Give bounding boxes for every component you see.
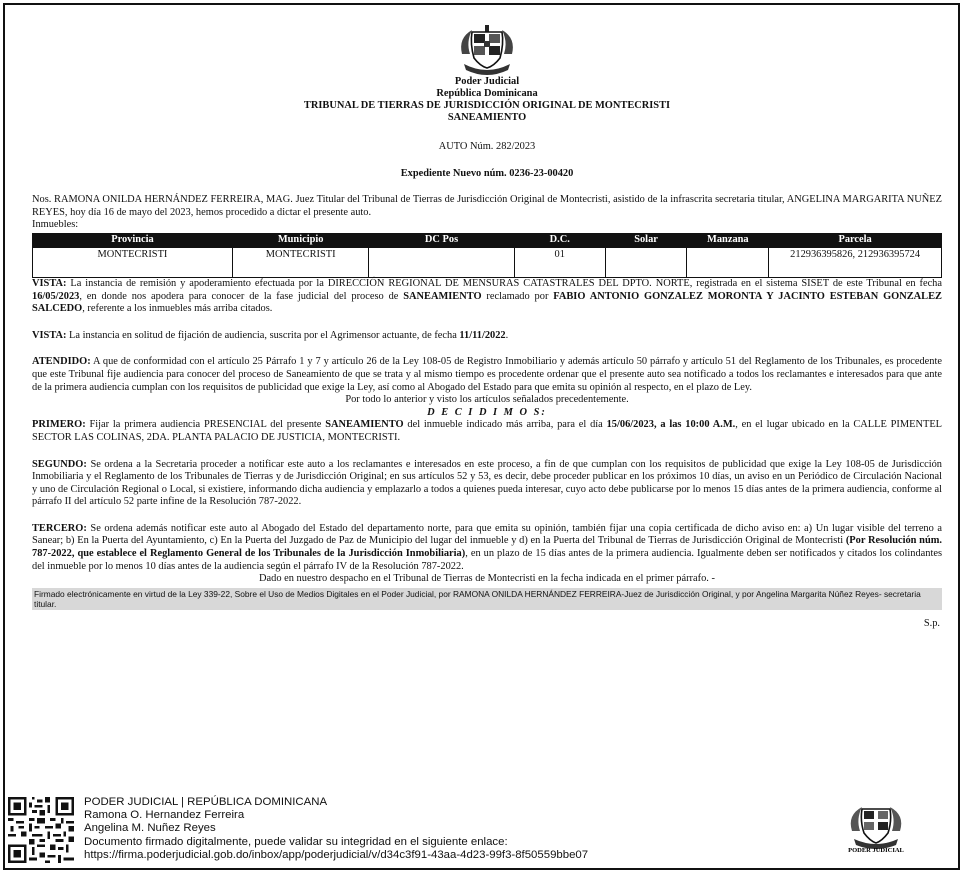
col-manzana: Manzana xyxy=(687,233,769,247)
expediente-label: Expediente Nuevo núm. xyxy=(400,167,507,179)
col-dc-pos: DC Pos xyxy=(369,233,514,247)
vista-label-2: VISTA: xyxy=(32,329,67,341)
cell-municipio: MONTECRISTI xyxy=(232,247,368,277)
footer-validation-note: Documento firmado digitalmente, puede validar su integridad en el siguiente enlace: xyxy=(84,835,508,848)
cell-parcela: 212936395826, 212936395724 xyxy=(769,247,942,277)
expediente xyxy=(32,168,942,181)
intro-text-3: , hoy día 16 de mayo del 2023, hemos procedido a dictar el presente auto. xyxy=(64,206,372,218)
tercero-text-1: Se ordena además notificar este auto al Abogado del Estado del departamento norte, para que emita su opinión, también fijar una copia certificada de dicho aviso en: a) Un lugar visible del terreno a Sanear; b) En la Puerta del Ayuntamiento, c) En la Puerta del Juzgado de Paz de Municipio del lugar del inmueble y d) en la Puerta del Tribunal de Tierras de Jurisdicción Original de Montecristi xyxy=(32,522,942,547)
secretary-name: ANGELINA MARGARITA NUÑEZ REYES xyxy=(32,194,942,218)
tercero-text-2: , en un plazo de 15 días antes de la primera audiencia. Igualmente deben ser notificados y citados los colindantes del inmueble por lo menos 10 días antes de la audiencia según el párrafo IV de la Resolución 787-2022. xyxy=(32,548,942,572)
vista1-text-3: , en donde nos apodera para conocer de la fase judicial del proceso de xyxy=(79,290,404,302)
footer-institution: PODER JUDICIAL | REPÚBLICA DOMINICANA xyxy=(84,796,328,808)
dado-line: Dado en nuestro despacho en el Tribunal de Tierras de Montecristi en la fecha indicada en el primer párrafo. - xyxy=(259,573,715,585)
segundo-text: Se ordena a la Secretaria proceder a notificar este auto a los reclamantes e interesados en este proceso, a fin de que cumplan con los requisitos de publicidad que exige la Ley 108-05 de Jurisdicción Inmobiliaria y el Reglamento de los Tribunales de Tierras y de Jurisdicción Original; en sus artículos 52 y 53, es decir, debe proceder publicar en los próximos 10 días, un aviso en un Periódico de Circulación Nacional y uno de Circulación Regional o Local, si existiere, informando dicha audiencia y emplazarlo a todos a quienes pueda interesar, cuyo acto debe publicarse por lo menos 15 días antes de la primera audiencia, conforme al párrafo II del artículo 52 parte infine de la Resolución 787-2022. xyxy=(32,458,942,508)
atendido-paragraph xyxy=(32,356,942,394)
footer-text-block xyxy=(84,796,588,862)
tercero-label: TERCERO: xyxy=(32,522,87,534)
vista2-fecha: 11/11/2022 xyxy=(459,329,506,341)
col-parcela: Parcela xyxy=(769,233,942,247)
cell-manzana xyxy=(687,247,769,277)
vista1-text-4: reclamado por xyxy=(481,290,554,302)
header-tribunal: TRIBUNAL DE TIERRAS DE JURISDICCIÓN ORIGINAL DE MONTECRISTI xyxy=(303,100,671,111)
vista1-saneamiento: SANEAMIENTO xyxy=(403,290,482,302)
cell-dc-pos xyxy=(369,247,514,277)
intro-paragraph xyxy=(32,194,942,219)
vista1-fecha: 16/05/2023 xyxy=(32,290,80,302)
seal-caption: PODER JUDICIAL xyxy=(848,847,904,854)
intro-text-1: Nos. xyxy=(32,194,55,206)
footer-validation-link[interactable]: https://firma.poderjudicial.gob.do/inbox/app/poderjudicial/v/d34c3f91-43aa-4d23-99f3-8f50559bbe07 xyxy=(84,848,589,861)
segundo-paragraph xyxy=(32,459,942,509)
primero-fecha-hora: 15/06/2023, a las 10:00 A.M. xyxy=(606,419,736,431)
intro-text-2: Juez Titular del Tribunal de Tierras de Jurisdicción Original de Montecristi, asistido de la infrascrita secretaria titular, xyxy=(292,194,787,206)
vista2-text-2: . xyxy=(505,329,509,341)
primero-saneamiento: SANEAMIENTO xyxy=(325,419,404,431)
primero-paragraph xyxy=(32,419,942,444)
cell-provincia: MONTECRISTI xyxy=(33,247,233,277)
cell-solar xyxy=(605,247,687,277)
header-process: SANEAMIENTO xyxy=(447,112,527,123)
document-body xyxy=(32,24,942,630)
qr-code-icon[interactable] xyxy=(8,797,74,863)
vista1-reclamantes: FABIO ANTONIO GONZALEZ MORONTA Y JACINTO ESTEBAN GONZALEZ SALCEDO xyxy=(32,290,942,315)
decidimos-heading: D E C I D I M O S: xyxy=(427,406,547,418)
header-country: República Dominicana xyxy=(436,88,538,99)
primero-text-3: , en el lugar ubicado en la CALLE PIMENTEL SECTOR LAS COLINAS, 2DA. PLANTA PALACIO DE JUSTICIA, MONTECRISTI. xyxy=(32,419,943,443)
tercero-paragraph xyxy=(32,523,942,573)
coat-of-arms-icon xyxy=(456,24,518,76)
vista1-direccion: DIRECCIÓN REGIONAL DE MENSURAS CATASTRALES DEL DPTO. NORTE xyxy=(327,277,690,289)
sp-mark: S.p. xyxy=(923,617,940,629)
judge-name: RAMONA ONILDA HERNÁNDEZ FERREIRA, MAG. xyxy=(54,194,293,206)
vista2-text-1: La instancia en solitud de fijación de audiencia, suscrita por el Agrimensor actuante, de fecha xyxy=(66,329,460,341)
primero-text-2: del inmueble indicado más arriba, para el día xyxy=(403,419,607,431)
footer-signer-judge: Ramona O. Hernandez Ferreira xyxy=(84,809,245,822)
por-todo-line: Por todo lo anterior y visto los artículos señalados precedentemente. xyxy=(345,394,629,406)
vista-paragraph-1 xyxy=(32,278,942,316)
col-municipio: Municipio xyxy=(232,233,368,247)
col-solar: Solar xyxy=(605,233,687,247)
vista1-text-5: , referente a los inmuebles más arriba citados. xyxy=(82,303,273,315)
table-row xyxy=(33,247,942,277)
col-dc: D.C. xyxy=(514,233,605,247)
electronic-signature-notice: Firmado electrónicamente en virtud de la Ley 339-22, Sobre el Uso de Medios Digitales en el Poder Judicial, por RAMONA ONILDA HERNÁNDEZ FERREIRA-Juez de Jurisdicción Original, y por Angelina Margarita Núñez Reyes- secretaria titular. xyxy=(32,588,942,610)
vista1-text-2: , registrada en el sistema SISET de este Tribunal en fecha xyxy=(689,277,942,289)
vista-paragraph-2 xyxy=(32,330,942,343)
primero-label: PRIMERO: xyxy=(32,419,86,431)
digital-signature-footer xyxy=(6,795,956,865)
tercero-resolucion: (Por Resolución núm. 787-2022, que establece el Reglamento General de los Tribunales de la Jurisdicción Inmobiliaria) xyxy=(32,535,942,560)
footer-signer-secretary: Angelina M. Nuñez Reyes xyxy=(84,822,216,835)
table-header-row xyxy=(33,233,942,247)
inmuebles-table xyxy=(32,233,942,278)
atendido-text: A que de conformidad con el artículo 25 Párrafo 1 y 7 y artículo 26 de la Ley 108-05 de Registro Inmobiliario y además artículo 50 párrafo y artículo 51 del Reglamento de los Tribunales, es procedente que este Tribunal fije audiencia para conocer del proceso de Saneamiento de que se trata y al mismo tiempo es procedente ordenar que el presente auto sea notificado a todos los reclamantes e interesados para que ante de la primera audiencia cumplan con los requisitos de publicidad que exige la Ley, así como al Abogado del Estado para que emita su opinión al respecto, en el plazo de Ley. xyxy=(32,356,942,393)
vista-label-1: VISTA: xyxy=(32,277,67,289)
expediente-number: 0236-23-00420 xyxy=(509,167,574,179)
inmuebles-label: Inmuebles: xyxy=(32,219,79,231)
vista1-text-1: La instancia de remisión y apoderamiento efectuada por la xyxy=(66,277,328,289)
header-institution: Poder Judicial xyxy=(454,76,520,87)
col-provincia: Provincia xyxy=(33,233,233,247)
cell-dc: 01 xyxy=(514,247,605,277)
segundo-label: SEGUNDO: xyxy=(32,458,87,470)
auto-number: AUTO Núm. 282/2023 xyxy=(438,141,536,152)
atendido-label: ATENDIDO: xyxy=(32,356,91,368)
primero-text-1: Fijar la primera audiencia PRESENCIAL del presente xyxy=(85,419,326,431)
